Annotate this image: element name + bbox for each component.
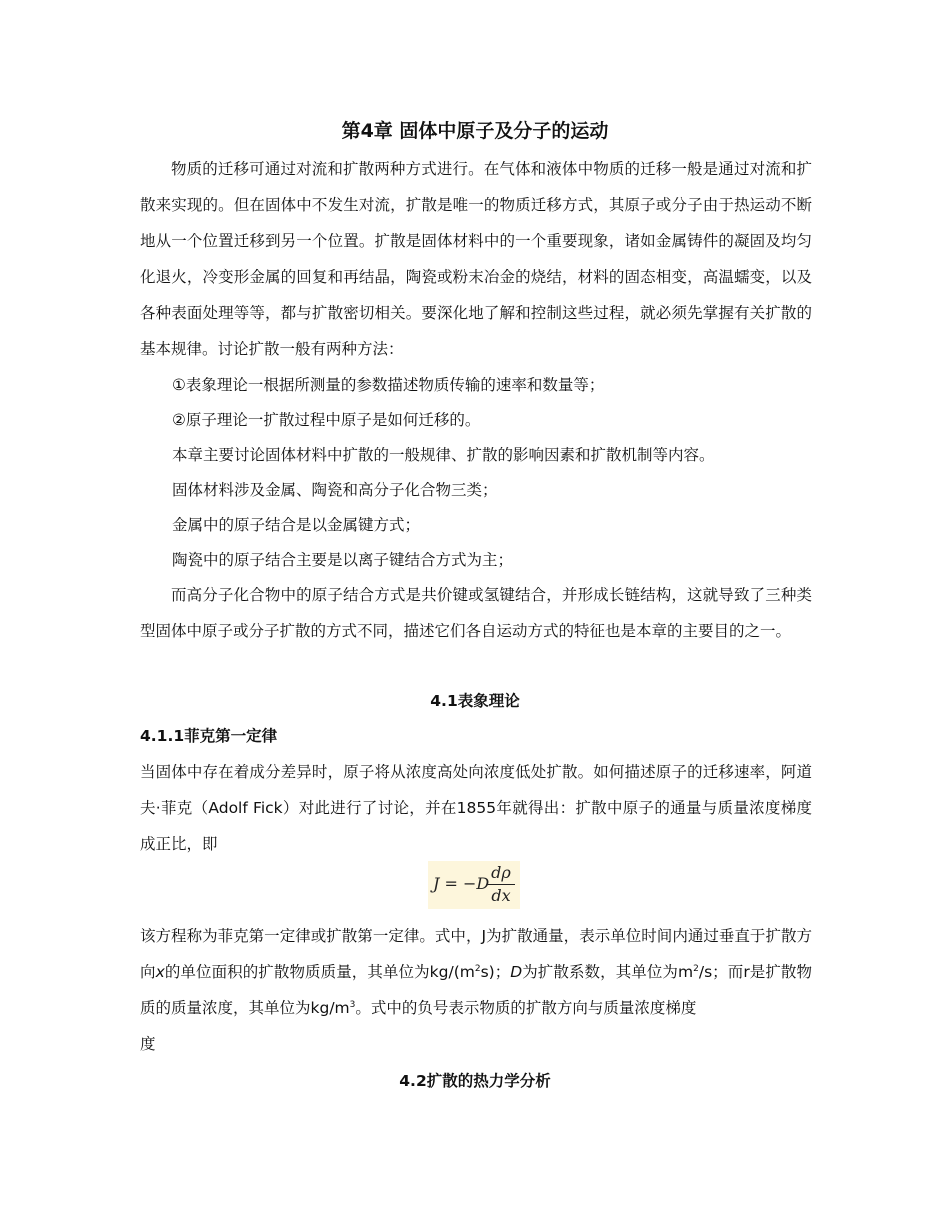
- section-heading-4-1: 4.1表象理论: [430, 692, 520, 710]
- ceramic-bonding-text: 陶瓷中的原子结合主要是以离子键结合方式为主；: [172, 551, 514, 569]
- superscript-2a: 2: [474, 963, 481, 974]
- formula-numerator: dρ: [491, 863, 511, 882]
- chapter-scope-text: 本章主要讨论固体材料中扩散的一般规律、扩散的影响因素和扩散机制等内容。: [172, 446, 715, 464]
- section-heading-4-2: 4.2扩散的热力学分析: [399, 1072, 551, 1090]
- explain-text-3: s)；: [480, 963, 511, 981]
- list-item-phenomenological: ①表象理论一根据所测量的参数描述物质传输的速率和数量等；: [172, 376, 605, 394]
- subsection-heading-4-1-1: 4.1.1菲克第一定律: [140, 727, 278, 745]
- superscript-3: 3: [349, 999, 356, 1010]
- formula-denominator: dx: [491, 886, 511, 905]
- fraction-bar: [487, 884, 515, 885]
- var-d: D: [510, 963, 523, 981]
- explanation-tail: 度: [140, 1035, 156, 1053]
- intro-paragraph: 物质的迁移可通过对流和扩散两种方式进行。在气体和液体中物质的迁移一般是通过对流和扩散来实现的。但在固体中不发生对流，扩散是唯一的物质迁移方式，其原子或分子由于热运动不断地从一个位置迁移到另一个位置。扩散是固体材料中的一个重要现象，诸如金属铸件的凝固及均匀化退火，冷变形金属的回复和再结晶，陶瓷或粉末冶金的烧结，材料的固态相变，高温蠕变，以及各种表面处理等等，都与扩散密切相关。要深化地了解和控制这些过程，就必须先掌握有关扩散的基本规律。讨论扩散一般有两种方法：: [140, 160, 812, 358]
- explain-text-6: 。式中的负号表示物质的扩散方向与质量浓度梯度: [355, 999, 697, 1017]
- fick-intro-paragraph: 当固体中存在着成分差异时，原子将从浓度高处向浓度低处扩散。如何描述原子的迁移速率，阿道夫·菲克（Adolf Fick）对此进行了讨论，并在1855年就得出：扩散中原子的通量与质量浓度梯度成正比，即: [140, 763, 812, 853]
- chapter-title: 第4章 固体中原子及分子的运动: [341, 120, 609, 142]
- explain-text-4: 为扩散系数，其单位为m: [522, 963, 694, 981]
- fick-first-law-formula: [428, 861, 520, 909]
- polymer-paragraph: 而高分子化合物中的原子结合方式是共价键或氢键结合，并形成长链结构，这就导致了三种类型固体中原子或分子扩散的方式不同，描述它们各自运动方式的特征也是本章的主要目的之一。: [140, 586, 812, 640]
- explanation-paragraph: [140, 918, 812, 1026]
- superscript-2b: 2: [693, 963, 699, 974]
- formula-fraction: [487, 863, 515, 906]
- explain-text-2: 的单位面积的扩散物质质量，其单位为kg/(m: [164, 963, 475, 981]
- list-item-atomic: ②原子理论一扩散过程中原子是如何迁移的。: [172, 411, 481, 429]
- formula-lhs: J = −D: [433, 874, 490, 893]
- var-x: x: [155, 963, 165, 981]
- explain-text-1: 该方程称为菲克第一定律或扩散第一定律。式中，J为扩散通量，表示单位时间内通过垂直于扩散方向: [140, 927, 812, 981]
- material-types-text: 固体材料涉及金属、陶瓷和高分子化合物三类；: [172, 481, 498, 499]
- explain-text-5: /s；而r是扩散物质的质量浓度，其单位为kg/m: [140, 963, 812, 1017]
- metal-bonding-text: 金属中的原子结合是以金属键方式；: [172, 516, 421, 534]
